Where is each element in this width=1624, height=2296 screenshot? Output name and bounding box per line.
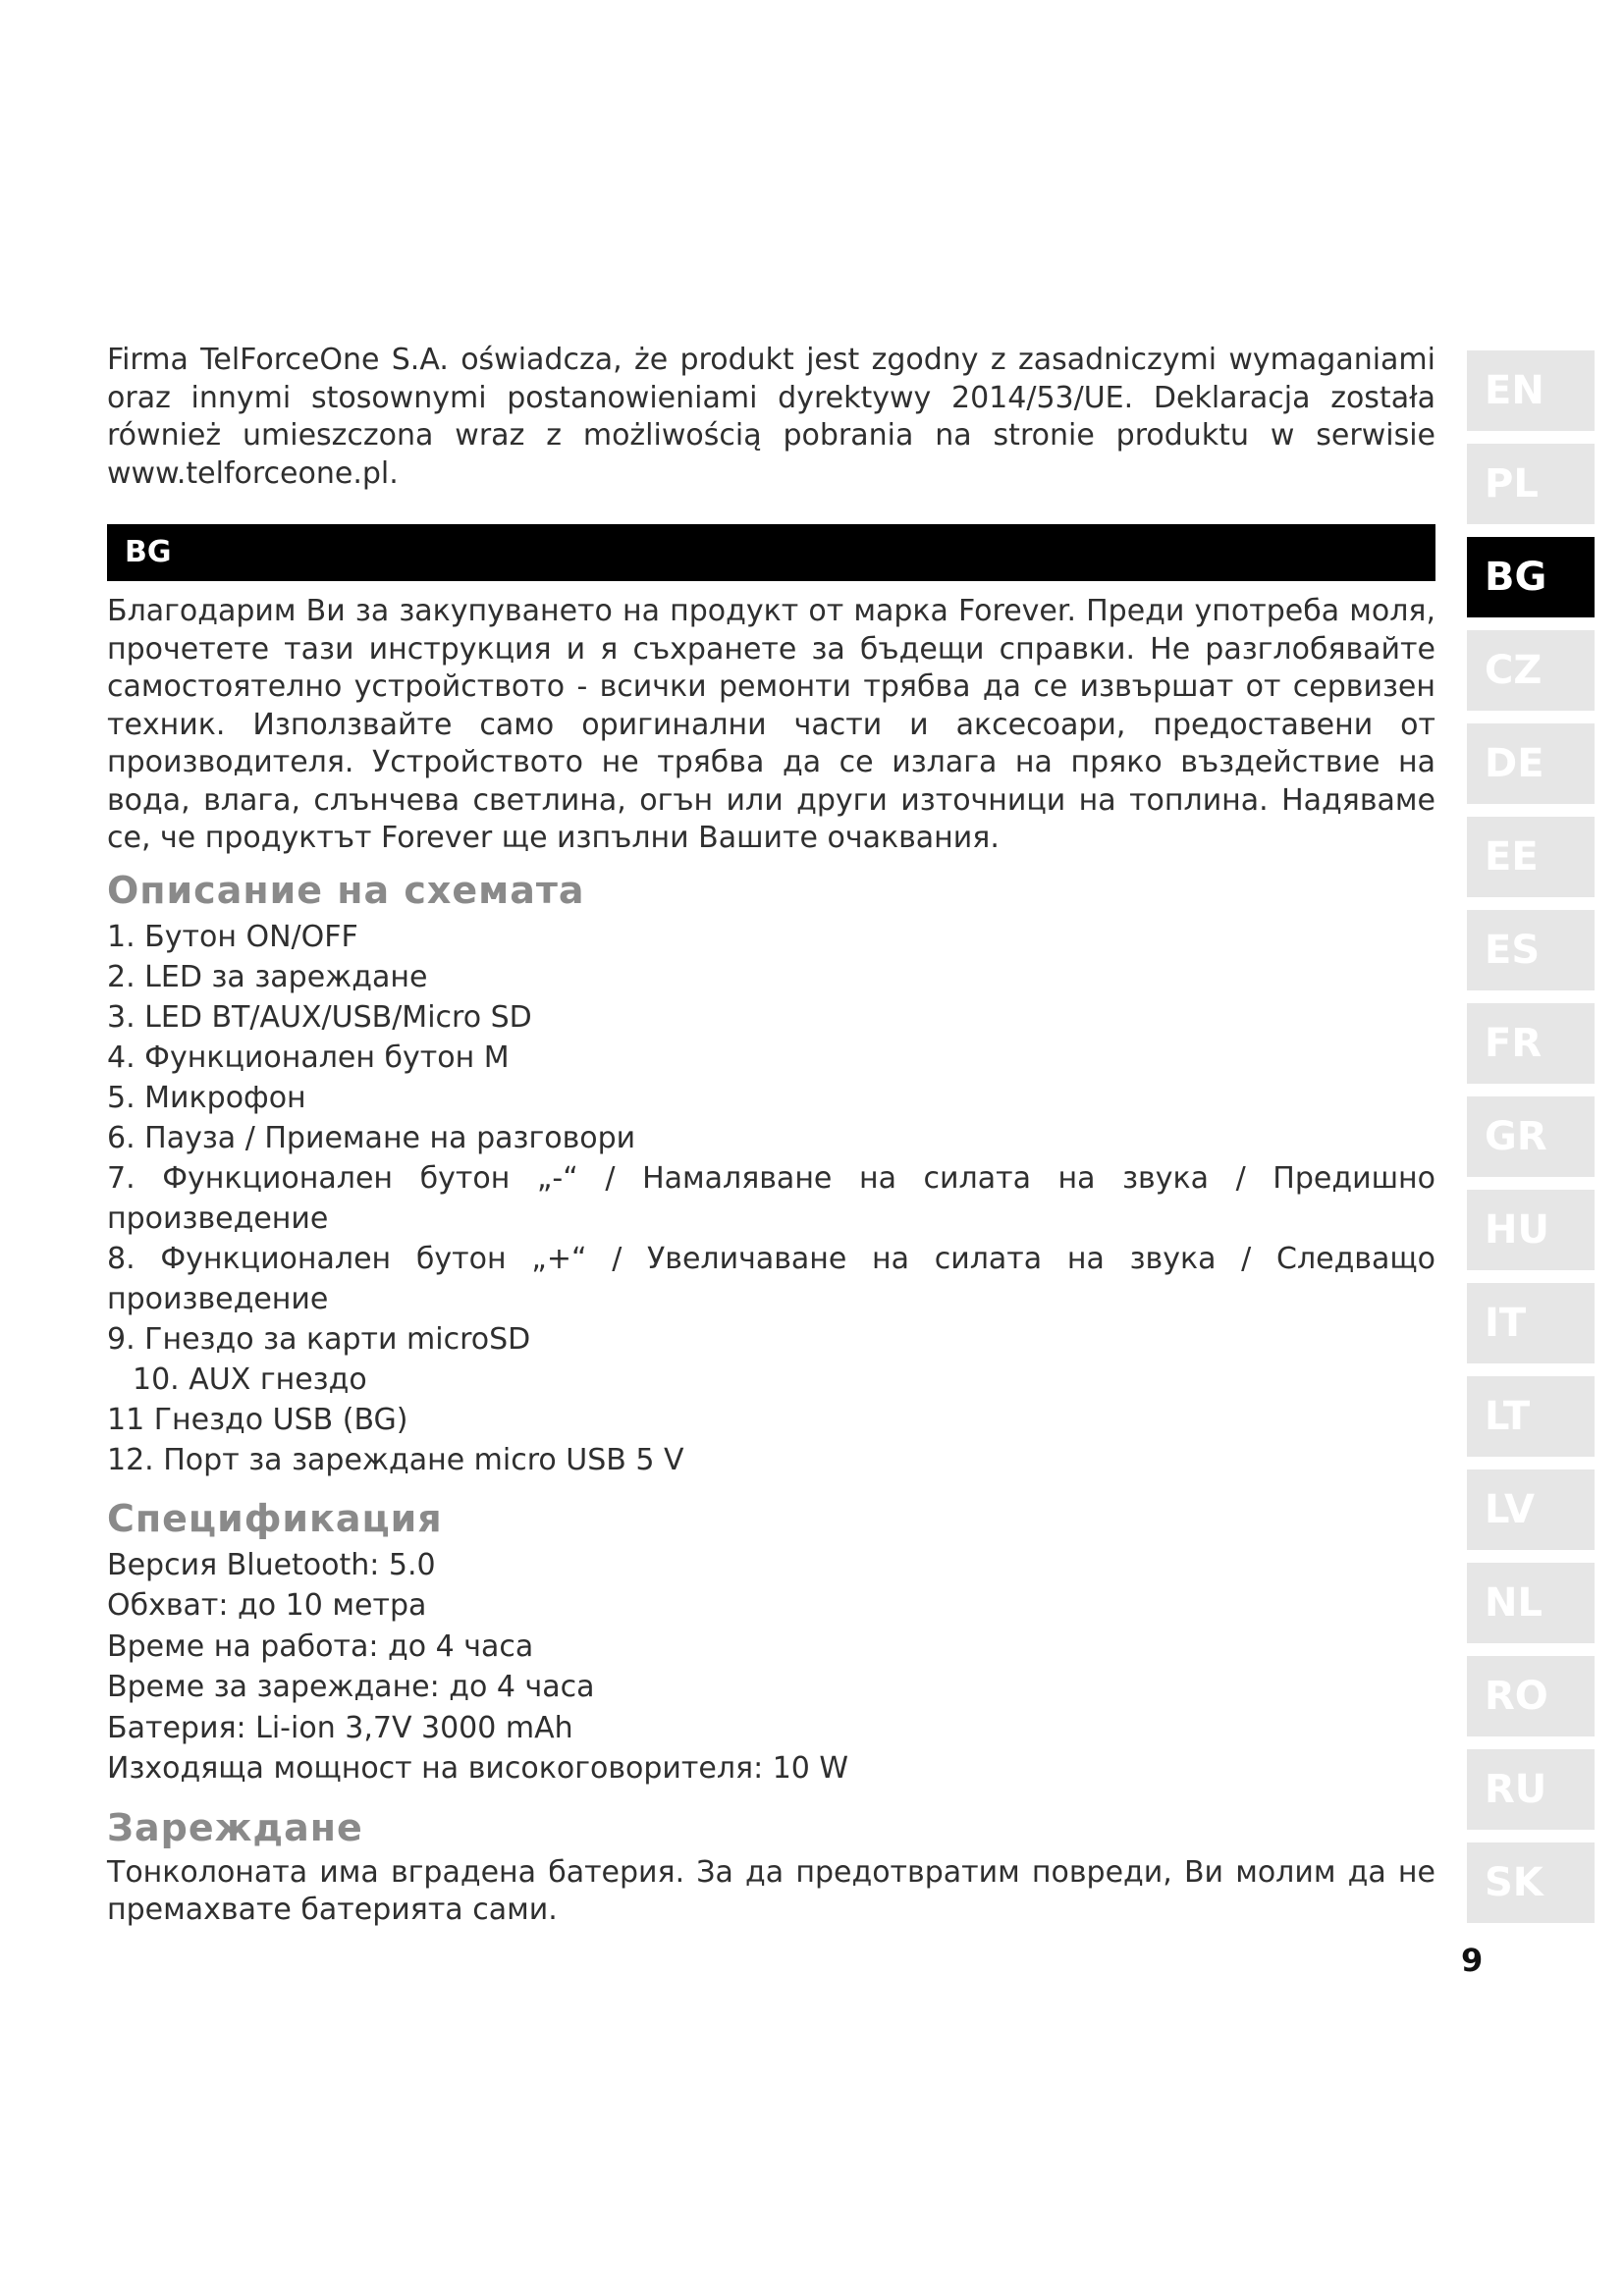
list-item-continuation: произведение: [107, 1201, 329, 1236]
intro-text: Благодарим Ви за закупуването на продукт от марка Forever. Преди употреба моля, прочетете тази инструкция и я съхранете за бъдещи справки. Не разглобявайте самостоятелно устройството - всички ремонти трябва да се извършат от сервизен техник. Използвайте само оригинални части и аксесоари, предоставени от производителя. Устройството не трябва да се излага на пряко въздействие на вода, влага, слънчева светлина, огън или други източници на топлина. Надяваме се, че продуктът Forever ще изпълни Вашите очаквания.: [107, 594, 1435, 855]
list-item: 9. Гнездо за карти microSD: [107, 1321, 531, 1357]
list-item: 8. Функционален бутон „+“ / Увеличаване на силата на звука / Следващо: [107, 1241, 1435, 1276]
list-item: 5. Микрофон: [107, 1080, 306, 1115]
spec-list: [107, 1545, 1435, 1789]
list-item: 12. Порт за зареждане micro USB 5 V: [107, 1442, 684, 1477]
scheme-heading: Описание на схемата: [107, 868, 585, 912]
tab-ru[interactable]: RU: [1467, 1749, 1595, 1830]
list-item: 2. LED за зареждане: [107, 959, 428, 994]
spec-item: Батерия: Li-ion 3,7V 3000 mAh: [107, 1710, 573, 1745]
list-item-continuation: произведение: [107, 1281, 329, 1316]
tab-ro[interactable]: RO: [1467, 1656, 1595, 1736]
tab-fr[interactable]: FR: [1467, 1003, 1595, 1084]
charging-heading: Зареждане: [107, 1805, 363, 1849]
tab-lv[interactable]: LV: [1467, 1469, 1595, 1550]
charging-text: Тонколоната има вградена батерия. За да предотвратим повреди, Ви молим да не премахвате батерията сами.: [107, 1854, 1435, 1927]
language-tabs: [1467, 350, 1595, 1936]
tab-cz[interactable]: CZ: [1467, 630, 1595, 711]
page-content: [107, 342, 1435, 1930]
tab-en[interactable]: EN: [1467, 350, 1595, 431]
list-item: 4. Функционален бутон M: [107, 1040, 510, 1075]
tab-sk[interactable]: SK: [1467, 1842, 1595, 1923]
spec-item: Обхват: до 10 метра: [107, 1588, 427, 1623]
spec-item: Време за зареждане: до 4 часа: [107, 1670, 595, 1704]
list-item: 7. Функционален бутон „-“ / Намаляване на силата на звука / Предишно: [107, 1160, 1435, 1196]
tab-nl[interactable]: NL: [1467, 1563, 1595, 1643]
list-item: 1. Бутон ON/OFF: [107, 919, 358, 954]
tab-gr[interactable]: GR: [1467, 1096, 1595, 1177]
tab-lt[interactable]: LT: [1467, 1376, 1595, 1457]
tab-pl[interactable]: PL: [1467, 444, 1595, 524]
tab-es[interactable]: ES: [1467, 910, 1595, 990]
list-item: 10. AUX гнездо: [133, 1362, 367, 1397]
list-item: 6. Пауза / Приемане на разговори: [107, 1120, 636, 1155]
tab-ee[interactable]: EE: [1467, 817, 1595, 897]
list-item: 11 Гнездо USB (BG): [107, 1402, 408, 1437]
page-number: 9: [1461, 1942, 1484, 1979]
tab-it[interactable]: IT: [1467, 1283, 1595, 1363]
list-item: 3. LED BT/AUX/USB/Micro SD: [107, 999, 532, 1035]
polish-declaration: Firma TelForceOne S.A. oświadcza, że produkt jest zgodny z zasadniczymi wymaganiami oraz innymi stosownymi postanowieniami dyrektywy 2014/53/UE. Deklaracja została również umieszczona wraz z możliwością pobrania na stronie produktu w serwisie www.telforceone.pl.: [107, 343, 1435, 491]
scheme-list: [107, 917, 1435, 1480]
tab-de[interactable]: DE: [1467, 723, 1595, 804]
spec-item: Време на работа: до 4 часа: [107, 1629, 534, 1664]
spec-heading: Спецификация: [107, 1496, 443, 1540]
spec-item: Изходяща мощност на високоговорителя: 10 W: [107, 1751, 849, 1786]
spec-item: Версия Bluetooth: 5.0: [107, 1547, 436, 1582]
section-bar-bg: BG: [107, 524, 1435, 581]
tab-hu[interactable]: HU: [1467, 1190, 1595, 1270]
tab-bg[interactable]: BG: [1467, 537, 1595, 617]
